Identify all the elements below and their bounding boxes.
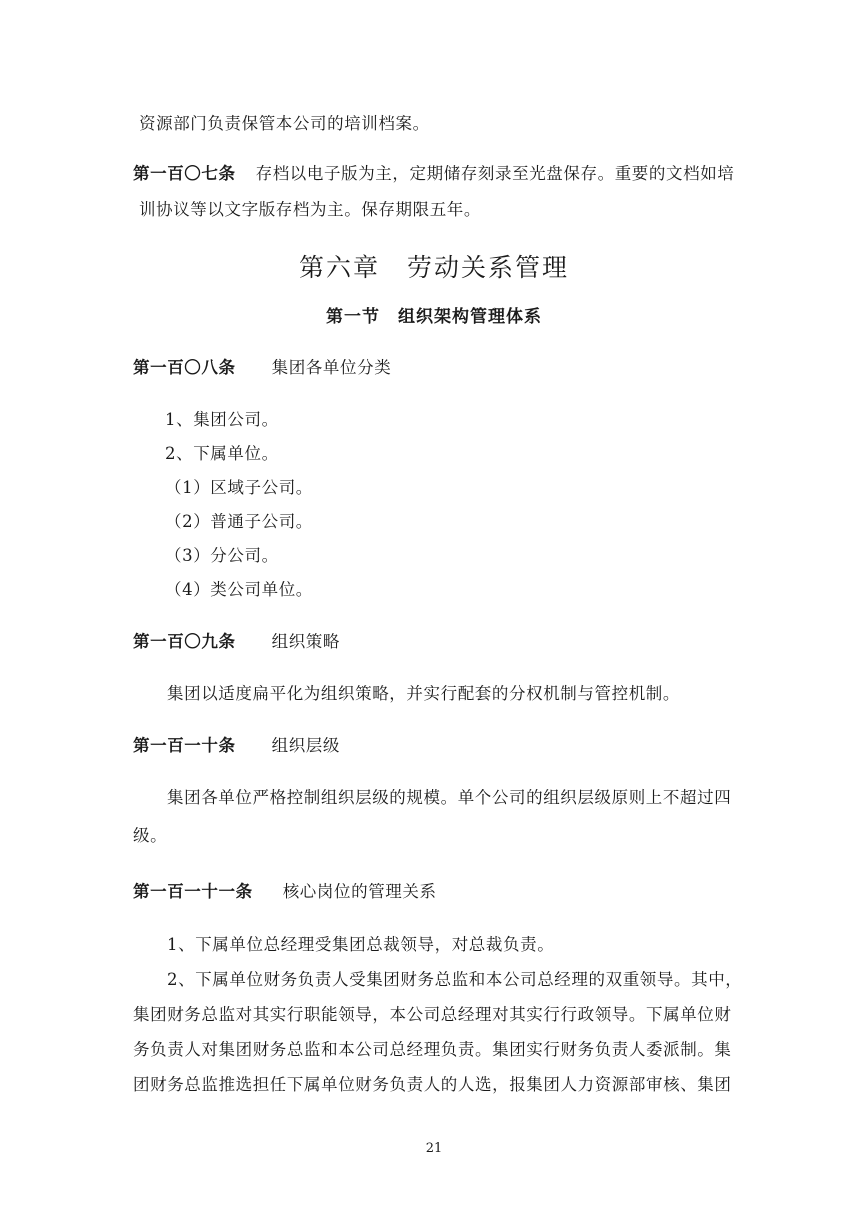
article-109-text: 集团以适度扁平化为组织策略，并实行配套的分权机制与管控机制。 xyxy=(167,684,680,703)
article-111 xyxy=(133,881,437,903)
article-109 xyxy=(133,631,340,653)
list-item: （2）普通子公司。 xyxy=(165,512,313,531)
article-number: 第一百〇八条 xyxy=(133,358,236,377)
list-item: （1）区域子公司。 xyxy=(165,478,313,497)
article-heading: 组织层级 xyxy=(271,736,341,755)
list-item: （4）类公司单位。 xyxy=(165,580,313,599)
article-text: 存档以电子版为主，定期储存刻录至光盘保存。重要的文档如培 xyxy=(255,164,735,183)
article-110-text: 集团各单位严格控制组织层级的规模。单个公司的组织层级原则上不超过四 xyxy=(167,788,732,807)
chapter-title: 第六章 劳动关系管理 xyxy=(298,253,569,282)
article-number: 第一百一十一条 xyxy=(133,882,253,901)
article-111-item-2-cont: 务负责人对集团财务总监和本公司总经理负责。集团实行财务负责人委派制。集 xyxy=(133,1040,732,1059)
section-title: 第一节 组织架构管理体系 xyxy=(326,307,542,327)
article-111-item-2-cont: 团财务总监推选担任下属单位财务负责人的人选，报集团人力资源部审核、集团 xyxy=(133,1075,732,1094)
page-number: 21 xyxy=(425,1141,443,1156)
article-111-item-2: 2、下属单位财务负责人受集团财务总监和本公司总经理的双重领导。其中， xyxy=(167,970,743,989)
continuation-text: 资源部门负责保管本公司的培训档案。 xyxy=(139,114,430,133)
article-heading: 核心岗位的管理关系 xyxy=(282,882,437,901)
article-111-item-1: 1、下属单位总经理受集团总裁领导，对总裁负责。 xyxy=(167,935,555,954)
article-107 xyxy=(133,163,734,185)
article-heading: 集团各单位分类 xyxy=(271,358,392,377)
list-item: 2、下属单位。 xyxy=(165,444,279,463)
article-108 xyxy=(133,357,391,379)
article-107-text-cont: 训协议等以文字版存档为主。保存期限五年。 xyxy=(139,200,481,219)
article-110-text-cont: 级。 xyxy=(133,826,168,845)
list-item: （3）分公司。 xyxy=(165,546,279,565)
article-111-item-2-cont: 集团财务总监对其实行职能领导，本公司总经理对其实行行政领导。下属单位财 xyxy=(133,1005,732,1024)
article-number: 第一百〇七条 xyxy=(133,164,236,183)
list-item: 1、集团公司。 xyxy=(165,410,279,429)
article-number: 第一百一十条 xyxy=(133,736,236,755)
article-number: 第一百〇九条 xyxy=(133,632,236,651)
article-heading: 组织策略 xyxy=(271,632,341,651)
article-110 xyxy=(133,735,340,757)
